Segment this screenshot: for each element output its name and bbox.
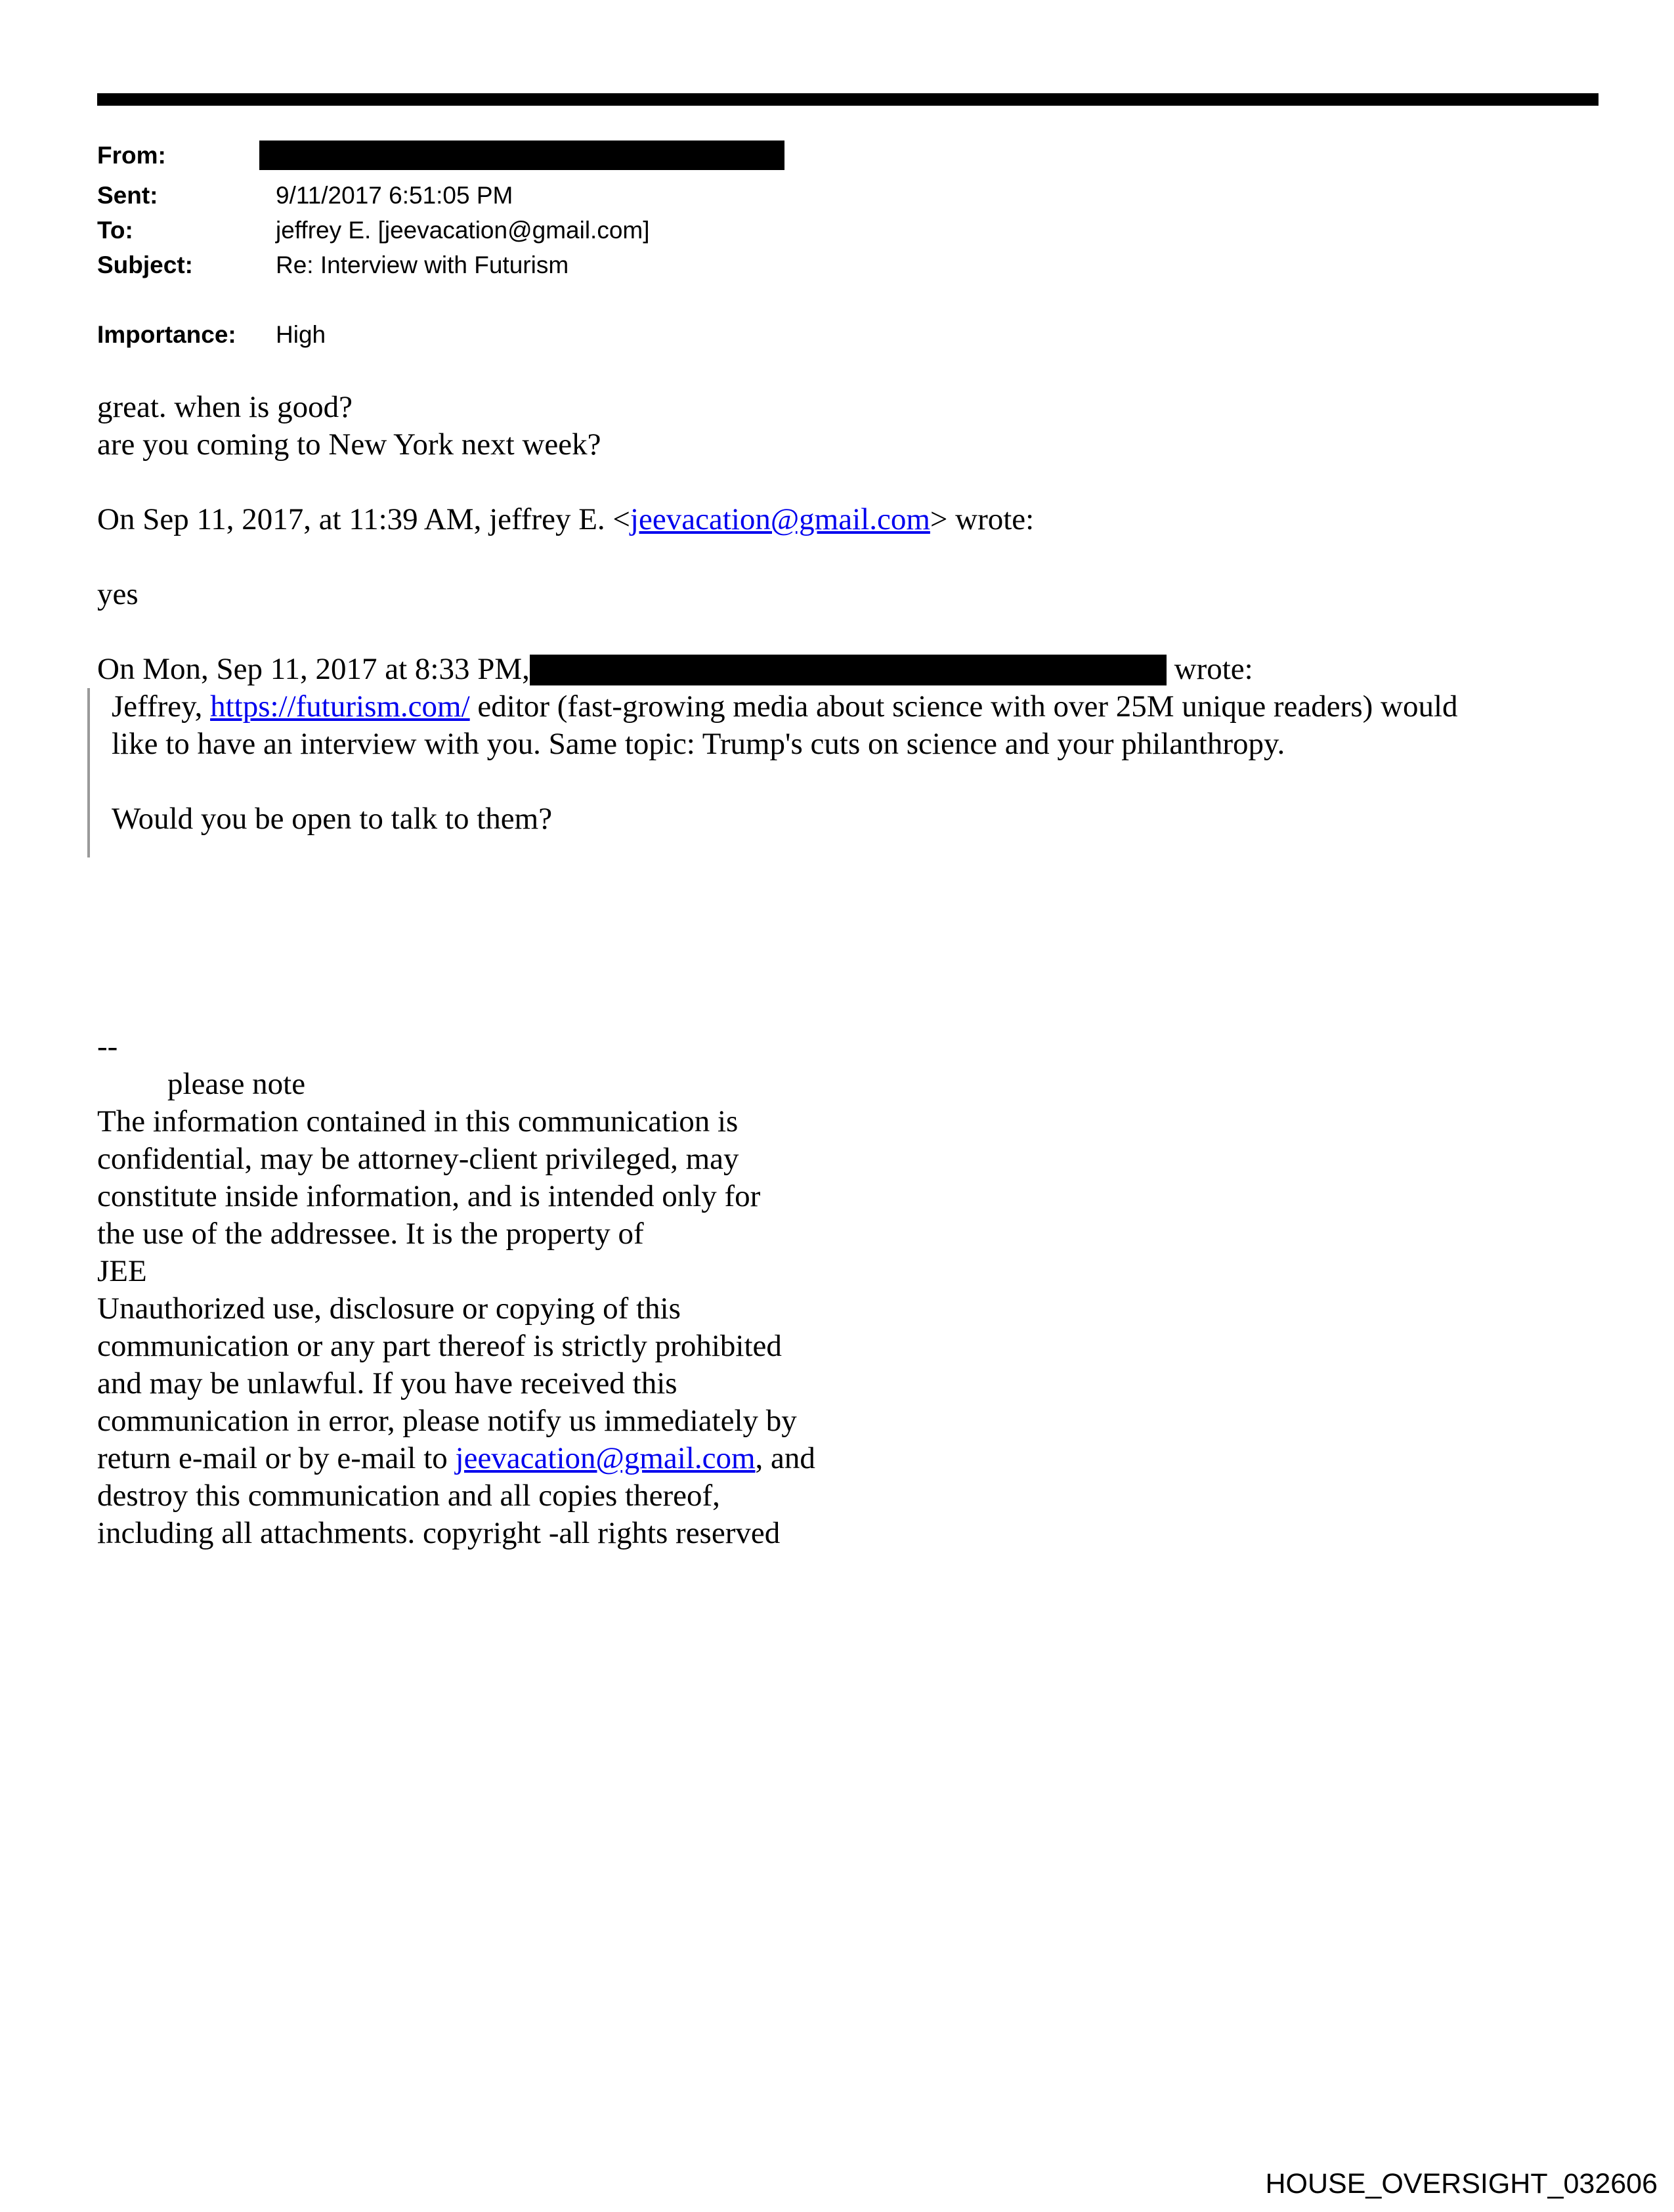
header-row-subject (97, 248, 784, 282)
reply-attribution-line (97, 501, 1646, 538)
signature-disclaimer (97, 1028, 1016, 1552)
from-redaction-bar (259, 141, 784, 170)
importance-label: Importance: (97, 321, 236, 348)
blank-line (97, 464, 1646, 501)
email-address-link[interactable]: jeevacation@gmail.com (455, 1441, 756, 1475)
quoted-message-block (87, 688, 1646, 857)
header-row-importance (97, 317, 784, 352)
signature-delimiter: -- (97, 1030, 118, 1064)
reply-attribution-line (97, 651, 1646, 688)
to-label: To: (97, 217, 133, 244)
reply-attribution-suffix: wrote: (1166, 652, 1253, 686)
subject-label: Subject: (97, 251, 193, 278)
quoted-line-prefix: Jeffrey, (112, 689, 211, 724)
disclaimer-line: Unauthorized use, disclosure or copying of this (97, 1291, 681, 1326)
header-spacer (97, 282, 784, 317)
disclaimer-email-suffix: , and (755, 1441, 815, 1475)
to-value: jeffrey E. [jeevacation@gmail.com] (276, 217, 650, 244)
disclaimer-line: communication or any part thereof is strictly prohibited (97, 1329, 782, 1363)
header-divider-rule (97, 93, 1599, 106)
header-row-to (97, 213, 784, 248)
header-row-sent (97, 178, 784, 213)
disclaimer-line: JEE (97, 1254, 147, 1288)
disclaimer-line (97, 1440, 1016, 1477)
blank-line (112, 763, 1646, 800)
futurism-url-link[interactable]: https://futurism.com/ (210, 689, 470, 724)
email-body (97, 389, 1646, 857)
from-label: From: (97, 142, 166, 169)
reply-attribution-suffix: > wrote: (930, 502, 1035, 536)
blank-line (97, 613, 1646, 651)
quoted-line: Would you be open to talk to them? (112, 802, 553, 836)
sent-value: 9/11/2017 6:51:05 PM (276, 182, 513, 209)
disclaimer-line: communication in error, please notify us immediately by (97, 1404, 797, 1438)
disclaimer-line: confidential, may be attorney-client privileged, may (97, 1142, 739, 1176)
disclaimer-note: please note (167, 1067, 306, 1101)
quoted-line: like to have an interview with you. Same topic: Trump's cuts on science and your philanthropy. (112, 727, 1285, 761)
subject-value: Re: Interview with Futurism (276, 251, 569, 278)
bates-number: HOUSE_OVERSIGHT_032606 (1265, 2168, 1658, 2200)
quoted-line (112, 688, 1646, 726)
disclaimer-email-prefix: return e-mail or by e-mail to (97, 1441, 456, 1475)
email-address-link[interactable]: jeevacation@gmail.com (630, 502, 930, 536)
reply-attribution-prefix: On Mon, Sep 11, 2017 at 8:33 PM, (97, 652, 530, 686)
header-row-from (97, 138, 784, 173)
disclaimer-line: destroy this communication and all copies thereof, (97, 1479, 720, 1513)
sender-redaction-bar (530, 655, 1167, 685)
disclaimer-line: including all attachments. copyright -all rights reserved (97, 1516, 781, 1550)
disclaimer-line: constitute inside information, and is intended only for (97, 1179, 761, 1213)
disclaimer-line: and may be unlawful. If you have received this (97, 1366, 677, 1400)
reply-attribution-prefix: On Sep 11, 2017, at 11:39 AM, jeffrey E. < (97, 502, 630, 536)
body-line: yes (97, 577, 139, 611)
importance-value: High (276, 321, 326, 348)
disclaimer-line: the use of the addressee. It is the property of (97, 1217, 644, 1251)
quoted-line-suffix: editor (fast-growing media about science with over 25M unique readers) would (469, 689, 1458, 724)
blank-line (97, 538, 1646, 576)
sent-label: Sent: (97, 182, 158, 209)
email-header (97, 138, 784, 352)
disclaimer-line: The information contained in this communication is (97, 1104, 739, 1139)
body-line: great. when is good? (97, 390, 353, 424)
body-line: are you coming to New York next week? (97, 427, 601, 462)
